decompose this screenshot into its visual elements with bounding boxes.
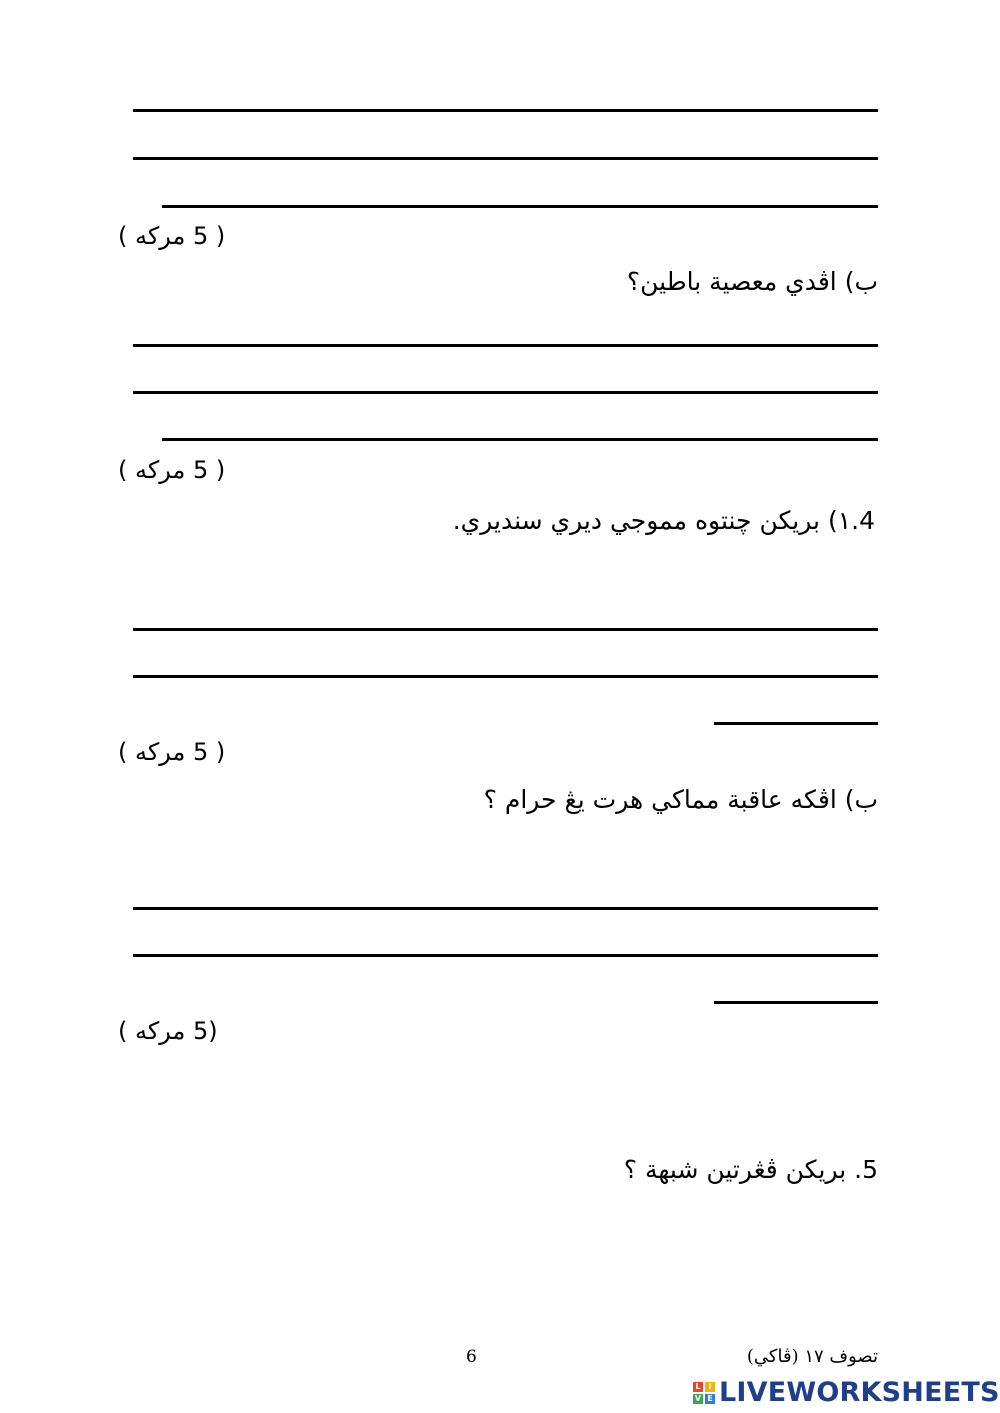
question-text: 4.١) بريکن چنتوه مموجي ديري سنديري. bbox=[452, 506, 875, 535]
liveworksheets-logo[interactable] bbox=[693, 1377, 1000, 1409]
answer-line[interactable] bbox=[162, 438, 878, 441]
footer-title: تصوف ١٧ (ڤاکي) bbox=[746, 1346, 878, 1367]
answer-line[interactable] bbox=[133, 675, 878, 678]
marks-label: ( 5 مركه ) bbox=[118, 222, 226, 250]
answer-line[interactable] bbox=[133, 628, 878, 631]
answer-line[interactable] bbox=[714, 722, 878, 725]
marks-label: ( 5 مركه ) bbox=[118, 456, 226, 484]
answer-line[interactable] bbox=[133, 109, 878, 112]
marks-label: ( 5 مركه ) bbox=[118, 738, 226, 766]
question-text: 5. بريکن ڤڠرتين شبهة ؟ bbox=[623, 1155, 878, 1184]
logo-icon-letter: V bbox=[694, 1394, 702, 1403]
page-number: 6 bbox=[466, 1347, 477, 1367]
answer-line[interactable] bbox=[133, 907, 878, 910]
answer-line[interactable] bbox=[162, 205, 878, 208]
logo-icon bbox=[693, 1382, 715, 1404]
answer-line[interactable] bbox=[133, 391, 878, 394]
question-text: ب) اڤدي معصية باطين؟ bbox=[626, 267, 878, 296]
logo-icon-letter: E bbox=[705, 1394, 715, 1404]
answer-line[interactable] bbox=[133, 344, 878, 347]
logo-icon-letter: L bbox=[693, 1382, 703, 1392]
question-text: ب) اڤکه عاقبة مماکي هرت يڠ حرام ؟ bbox=[483, 785, 878, 814]
answer-line[interactable] bbox=[133, 157, 878, 160]
answer-line[interactable] bbox=[714, 1001, 878, 1004]
marks-label: (5 مركه ) bbox=[118, 1017, 218, 1045]
logo-text: LIVEWORKSHEETS bbox=[719, 1377, 1000, 1408]
logo-icon-letter: I bbox=[705, 1382, 715, 1392]
answer-line[interactable] bbox=[133, 954, 878, 957]
